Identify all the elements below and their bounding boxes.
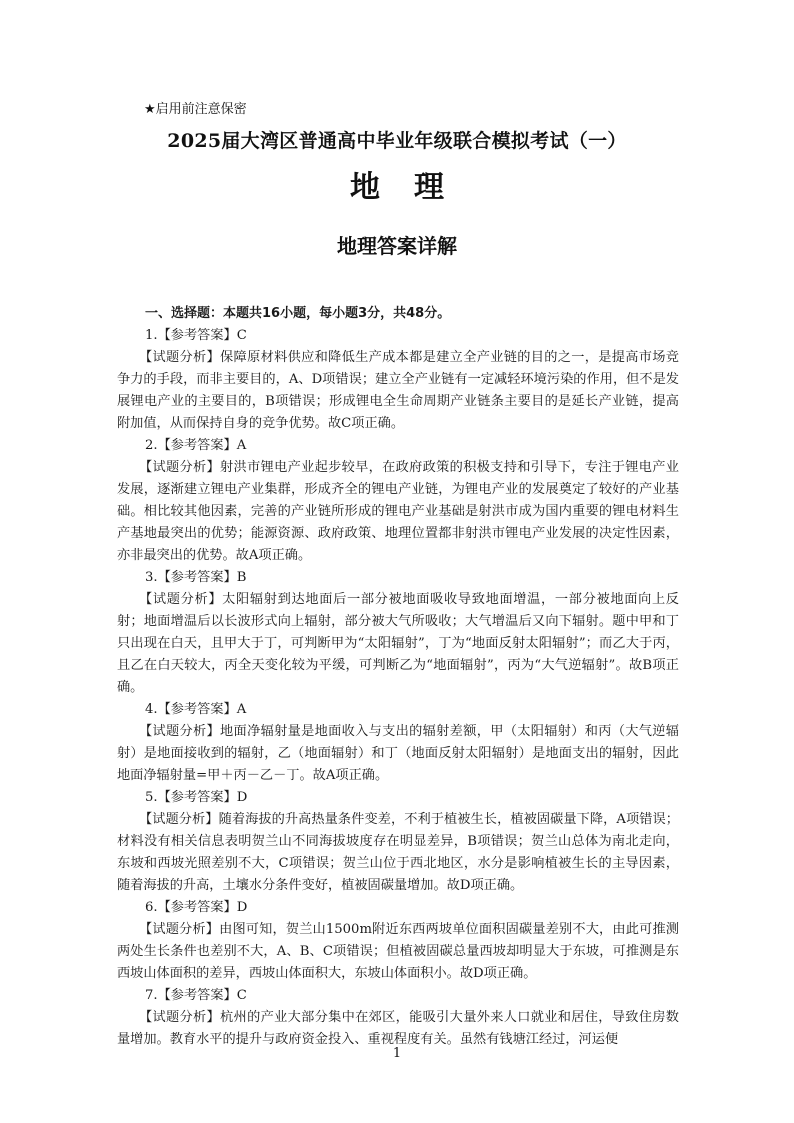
document-title: 地理答案详解 xyxy=(337,234,457,258)
reference-answer: 2.【参考答案】A xyxy=(145,438,247,453)
analysis-text: 【试题分析】太阳辐射到达地面后一部分被地面吸收导致地面增温，一部分被地面向上反射；地面增温后以长波形式向上辐射，部分被大气所吸收；大气增温后又向下辐射。题中甲和丁只出现在白天，且甲大于丁，可判断甲为“太阳辐射”，丁为“地面反射太阳辐射”；而乙大于丙，且乙在白天较大，丙全天变化较为平缓，可判断乙为“地面辐射”，丙为“大气逆辐射”。故B项正确。 xyxy=(117,592,679,695)
analysis-text: 【试题分析】射洪市锂电产业起步较早，在政府政策的积极支持和引导下，专注于锂电产业发展，逐渐建立锂电产业集群，形成齐全的锂电产业链，为锂电产业的发展奠定了较好的产业基础。相比较其他因素，完善的产业链所形成的锂电产业基础是射洪市成为国内重要的锂电材料生产基地最突出的优势；能源资源、政府政策、地理位置都非射洪市锂电产业发展的决定性因素，亦非最突出的优势。故A项正确。 xyxy=(117,460,679,563)
analysis-text: 【试题分析】由图可知，贺兰山1500m附近东西两坡单位面积固碳量差别不大，由此可推测两处生长条件也差别不大，A、B、C项错误；但植被固碳总量西坡却明显大于东坡，可推测是东西坡山体面积的差异，西坡山体面积大，东坡山体面积小。故D项正确。 xyxy=(117,922,679,981)
answer-item-7 xyxy=(117,985,679,1051)
reference-answer: 6.【参考答案】D xyxy=(145,900,248,915)
reference-answer: 7.【参考答案】C xyxy=(145,988,247,1003)
confidential-notice: ★启用前注意保密 xyxy=(144,102,247,117)
answer-item-2 xyxy=(117,435,679,567)
section-heading: 一、选择题：本题共16小题，每小题3分，共48分。 xyxy=(145,306,451,321)
reference-answer: 5.【参考答案】D xyxy=(145,790,248,805)
subject-char-1: 地 xyxy=(350,170,380,205)
reference-answer: 1.【参考答案】C xyxy=(145,328,247,343)
subject-title xyxy=(0,162,794,206)
analysis-text: 【试题分析】杭州的产业大部分集中在郊区，能吸引大量外来人口就业和居住，导致住房数量增加。教育水平的提升与政府资金投入、重视程度有关。虽然有钱塘江经过，河运便 xyxy=(117,1010,679,1047)
page-number: 1 xyxy=(392,1046,402,1061)
reference-answer: 3.【参考答案】B xyxy=(145,570,247,585)
answer-item-6 xyxy=(117,897,679,985)
analysis-text: 【试题分析】保障原材料供应和降低生产成本都是建立全产业链的目的之一，是提高市场竞争力的手段，而非主要目的，A、D项错误；建立全产业链有一定减轻环境污染的作用，但不是发展锂电产业的主要目的，B项错误；形成锂电全生命周期产业链条主要目的是延长产业链，提高附加值，从而保持自身的竞争优势。故C项正确。 xyxy=(117,350,679,431)
analysis-text: 【试题分析】地面净辐射量是地面收入与支出的辐射差额，甲（太阳辐射）和丙（大气逆辐射）是地面接收到的辐射，乙（地面辐射）和丁（地面反射太阳辐射）是地面支出的辐射，因此地面净辐射量=甲＋丙－乙－丁。故A项正确。 xyxy=(117,724,679,783)
subject-char-2: 理 xyxy=(414,170,444,205)
analysis-text: 【试题分析】随着海拔的升高热量条件变差，不利于植被生长，植被固碳量下降，A项错误；材料没有相关信息表明贺兰山不同海拔坡度存在明显差异，B项错误；贺兰山总体为南北走向，东坡和西坡光照差别不大，C项错误；贺兰山位于西北地区，水分是影响植被生长的主导因素，随着海拔的升高，土壤水分条件变好，植被固碳量增加。故D项正确。 xyxy=(117,812,679,893)
answer-item-5 xyxy=(117,787,679,897)
answer-item-4 xyxy=(117,699,679,787)
reference-answer: 4.【参考答案】A xyxy=(145,702,247,717)
exam-title: 2025届大湾区普通高中毕业年级联合模拟考试（一） xyxy=(167,130,627,152)
answer-item-3 xyxy=(117,567,679,699)
answer-item-1 xyxy=(117,325,679,435)
answer-body xyxy=(117,303,679,1051)
